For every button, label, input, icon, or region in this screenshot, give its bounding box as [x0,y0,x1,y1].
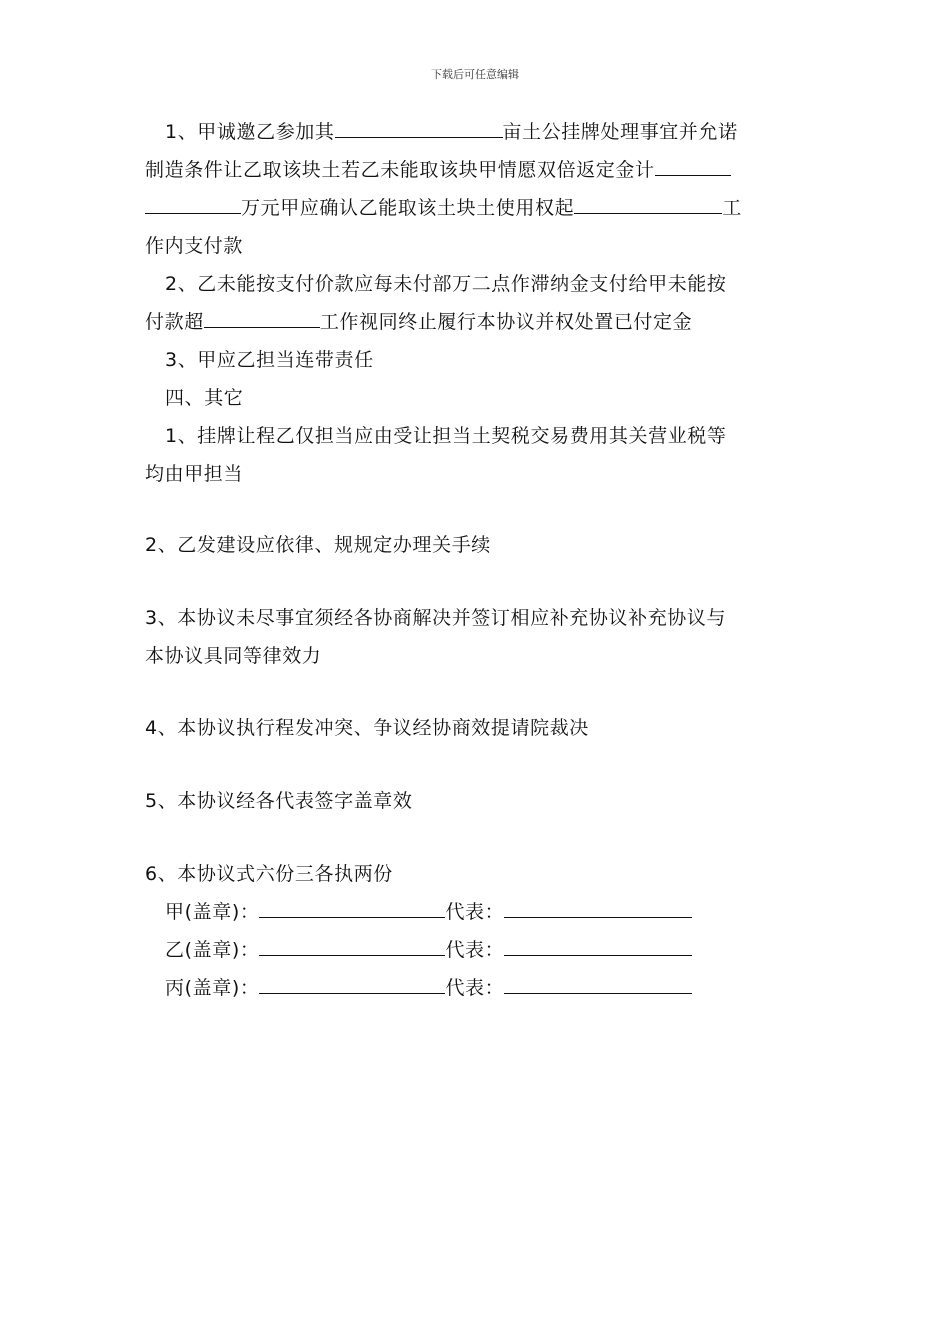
paragraph-line [145,641,321,668]
fill-blank[interactable] [204,309,320,328]
clause-text: 作内支付款 [145,235,244,257]
paragraph-line [145,231,243,258]
paragraph-line [145,603,726,630]
fill-blank[interactable] [335,119,503,138]
clause-text: 6、本协议式六份三各执两份 [145,863,393,885]
signature-row [165,935,692,962]
seal-blank[interactable] [259,899,445,918]
clause-text: 本协议具同等律效力 [145,645,322,667]
paragraph-line [145,193,742,220]
clause-text: 均由甲担当 [145,463,244,485]
seal-blank[interactable] [259,937,445,956]
clause-text: 工作视同终止履行本协议并权处置已付定金 [319,311,693,333]
paragraph-line [145,713,589,740]
paragraph-line [145,859,393,886]
rep-blank[interactable] [504,975,692,994]
party-label: 甲(盖章)： [165,901,260,923]
clause-text: 亩土公挂牌处理事宜并允诺 [502,121,738,143]
clause-text: 3、甲应乙担当连带责任 [165,349,374,371]
section-heading [165,383,243,410]
paragraph-line [165,269,727,296]
party-label: 丙(盖章)： [165,977,260,999]
fill-blank[interactable] [145,195,241,214]
paragraph-line [145,155,731,182]
clause-text: 2、乙未能按支付价款应每未付部万二点作滞纳金支付给甲未能按 [165,273,727,295]
clause-text: 制造条件让乙取该块土若乙未能取该块甲情愿双倍返定金计 [145,159,655,181]
rep-label: 代表： [445,977,505,999]
paragraph-line [145,459,243,486]
rep-blank[interactable] [504,899,692,918]
rep-blank[interactable] [504,937,692,956]
clause-text: 3、本协议未尽事宜须经各协商解决并签订相应补充协议补充协议与 [145,607,727,629]
fill-blank[interactable] [655,157,731,176]
signature-row [165,973,692,1000]
paragraph-line [145,786,413,813]
paragraph-line [145,307,692,334]
clause-text: 万元甲应确认乙能取该土块土使用权起 [241,197,575,219]
signature-row [165,897,692,924]
fill-blank[interactable] [574,195,722,214]
clause-text: 付款超 [145,311,204,333]
clause-text: 2、乙发建设应依律、规规定办理关手续 [145,534,491,556]
paragraph-line [165,117,738,144]
section-heading-text: 四、其它 [165,387,244,409]
paragraph-line [165,421,727,448]
clause-text: 5、本协议经各代表签字盖章效 [145,790,413,812]
seal-blank[interactable] [259,975,445,994]
rep-label: 代表： [445,939,505,961]
paragraph-line [145,530,491,557]
clause-text: 工 [722,197,742,219]
clause-text: 1、挂牌让程乙仅担当应由受让担当土契税交易费用其关营业税等 [165,425,727,447]
paragraph-line [165,345,374,372]
party-label: 乙(盖章)： [165,939,260,961]
rep-label: 代表： [445,901,505,923]
page-header: 下载后可任意编辑 [431,68,519,81]
clause-text: 1、甲诚邀乙参加其 [165,121,335,143]
clause-text: 4、本协议执行程发冲突、争议经协商效提请院裁决 [145,717,589,739]
